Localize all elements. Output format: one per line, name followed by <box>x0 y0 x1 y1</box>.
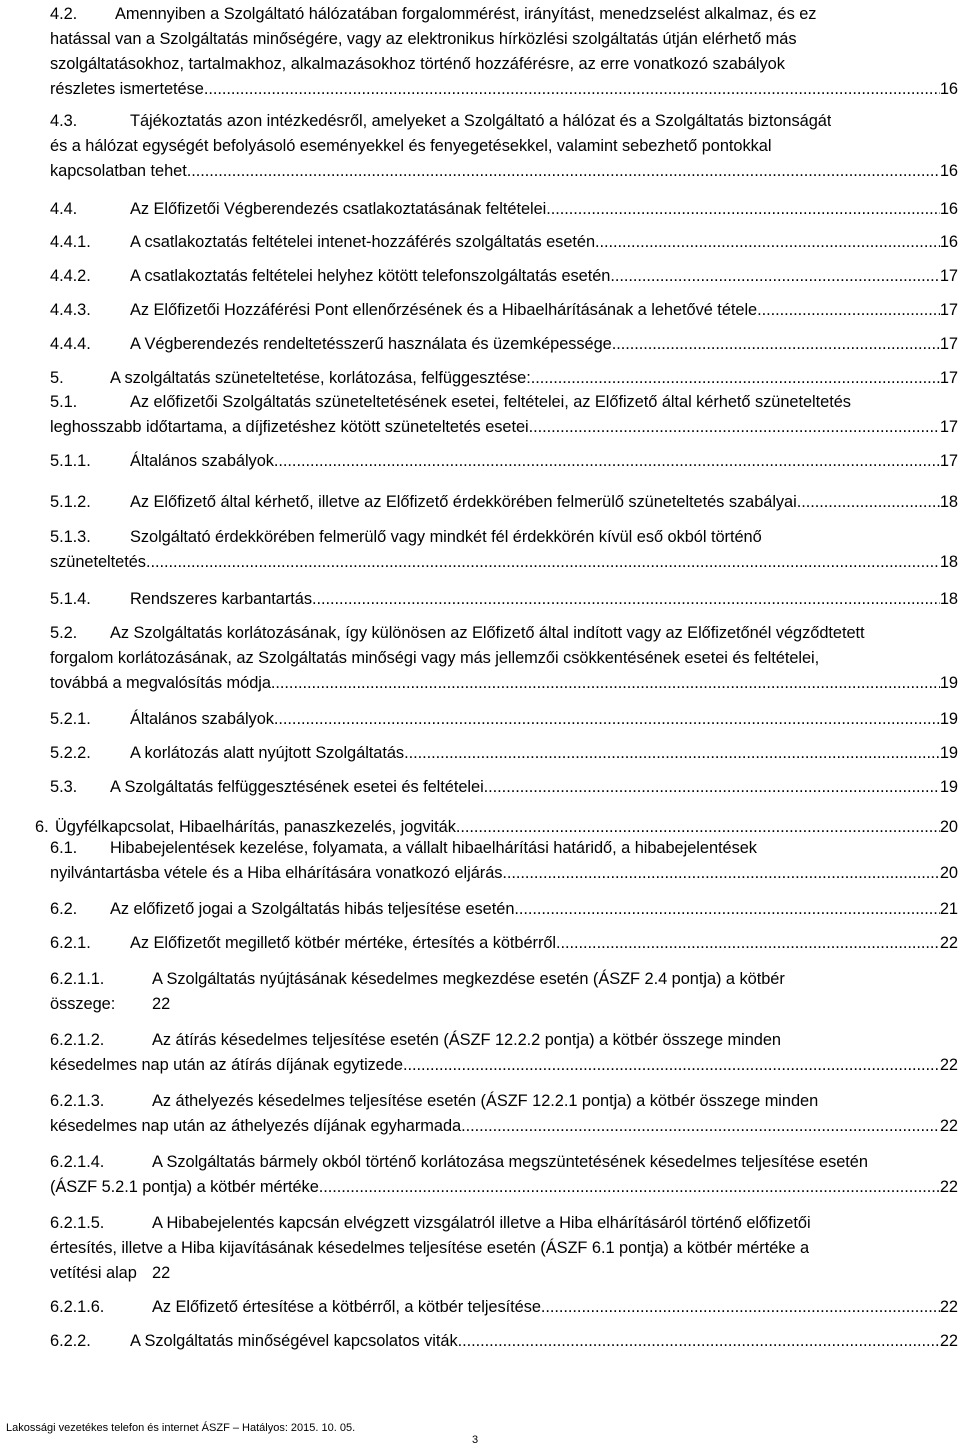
toc-leader-dots <box>797 490 940 514</box>
toc-entry-title: A szolgáltatás szüneteltetése, korlátozása, felfüggesztése: <box>110 369 531 387</box>
toc-entry-title-line: forgalom korlátozásának, az Szolgáltatás minőségi vagy más jellemzői csökkentésének esetei és feltételei, <box>50 649 820 667</box>
toc-entry-title: összege: <box>50 995 116 1013</box>
toc-entry-page: 20 <box>939 864 958 882</box>
toc-entry-number: 5.1.4. <box>50 590 91 608</box>
toc-entry-page: 19 <box>939 744 958 762</box>
toc-leader-dots <box>484 775 940 799</box>
toc-entry-number: 5.3. <box>50 778 78 796</box>
toc-entry[interactable] <box>50 741 958 765</box>
toc-entry-title-line: A Szolgáltatás bármely okból történő korlátozása megszüntetésének késedelmes teljesítése esetén <box>152 1153 868 1171</box>
toc-entry[interactable] <box>50 1150 958 1199</box>
toc-entry-title: Az Előfizető által kérhető, illetve az Előfizető érdekkörében felmerülő szüneteltetés szabályai <box>130 493 797 511</box>
toc-entry[interactable] <box>50 1329 958 1353</box>
toc-entry-number: 5. <box>50 369 64 387</box>
toc-entry[interactable] <box>50 332 958 356</box>
footer-page-number: 3 <box>472 1434 479 1446</box>
toc-entry-page: 22 <box>939 1117 958 1135</box>
toc-entry[interactable] <box>50 836 958 885</box>
toc-entry-title-line: Az előfizetői Szolgáltatás szüneteltetésének esetei, feltételei, az Előfizető által kérhető szüneteltetés <box>130 393 851 411</box>
toc-entry-number: 5.1.2. <box>50 493 91 511</box>
toc-leader-dots <box>531 366 940 390</box>
toc-entry[interactable] <box>50 587 958 611</box>
toc-entry-number: 4.4.2. <box>50 267 91 285</box>
toc-entry-title: továbbá a megvalósítás módja <box>50 674 271 692</box>
toc-entry-number: 4.4.4. <box>50 335 91 353</box>
toc-entry-page: 18 <box>939 493 958 511</box>
toc-entry-title-line: A Szolgáltatás nyújtásának késedelmes megkezdése esetén (ÁSZF 2.4 pontja) a kötbér <box>152 970 785 988</box>
toc-entry-page: 17 <box>939 267 958 285</box>
toc-entry[interactable] <box>50 1295 958 1319</box>
toc-entry[interactable] <box>50 490 958 514</box>
toc-entry-title: Rendszeres karbantartás <box>130 590 312 608</box>
toc-entry[interactable] <box>50 897 958 921</box>
toc-entry-page: 19 <box>939 710 958 728</box>
toc-entry-title-line: Az Szolgáltatás korlátozásának, így különösen az Előfizető által indított vagy az Előfizetőnél végződtetett <box>110 624 865 642</box>
toc-entry-number: 4.4.3. <box>50 301 91 319</box>
toc-entry-page: 18 <box>939 553 958 571</box>
toc-leader-dots <box>757 298 940 322</box>
toc-entry-page: 22 <box>939 1178 958 1196</box>
toc-entry-title: kapcsolatban tehet <box>50 162 187 180</box>
toc-entry-title-line: értesítés, illetve a Hiba kijavításának késedelmes teljesítése esetén (ÁSZF 6.1 pontja) a kötbér mértéke a <box>50 1239 810 1257</box>
toc-entry-page: 18 <box>939 590 958 608</box>
toc-entry-title-line: Hibabejelentések kezelése, folyamata, a vállalt hibaelhárítási határidő, a hibabejelentések <box>110 839 757 857</box>
toc-entry[interactable] <box>50 1028 958 1077</box>
toc-entry-title-line: Tájékoztatás azon intézkedésről, amelyeket a Szolgáltató a hálózat és a Szolgáltatás biztonságát <box>130 112 832 130</box>
toc-entry-number: 6.2.1.5. <box>50 1214 105 1232</box>
toc-leader-dots <box>204 77 940 101</box>
toc-leader-dots <box>274 707 940 731</box>
toc-entry-page: 22 <box>939 1056 958 1074</box>
toc-entry-page: 19 <box>939 674 958 692</box>
toc-entry[interactable] <box>50 197 958 221</box>
toc-entry-title: Ügyfélkapcsolat, Hibaelhárítás, panaszkezelés, jogviták <box>55 818 456 836</box>
toc-entry-page: 16 <box>939 200 958 218</box>
toc-leader-dots <box>610 264 939 288</box>
toc-entry-title: A Végberendezés rendeltetésszerű használata és üzemképessége <box>130 335 612 353</box>
toc-entry-title: Az Előfizetői Hozzáférési Pont ellenőrzésének és a Hibaelhárításának a lehetővé tétele <box>130 301 758 319</box>
toc-leader-dots <box>271 671 940 695</box>
toc-entry-title-line: hatással van a Szolgáltatás minőségére, vagy az elektronikus hírközlési szolgáltatás útján elérhető más <box>50 30 797 48</box>
toc-entry[interactable] <box>50 1211 958 1285</box>
toc-entry-title-line: A Hibabejelentés kapcsán elvégzett vizsgálatról illetve a Hiba elhárításáról történő előfizetői <box>152 1214 811 1232</box>
toc-leader-dots <box>466 1114 940 1138</box>
toc-entry-page: 16 <box>939 80 958 98</box>
toc-entry-number: 5.2. <box>50 624 78 642</box>
toc-entry[interactable] <box>50 621 958 695</box>
toc-entry-page: 19 <box>939 778 958 796</box>
toc-entry[interactable] <box>50 366 958 390</box>
toc-entry-number: 6.2.2. <box>50 1332 91 1350</box>
toc-leader-dots <box>312 587 940 611</box>
toc-entry-title: A Szolgáltatás felfüggesztésének esetei és feltételei <box>110 778 484 796</box>
toc-entry[interactable] <box>50 1089 958 1138</box>
toc-entry-number: 4.3. <box>50 112 78 130</box>
toc-entry-number: 6.2.1.1. <box>50 970 105 988</box>
toc-entry-page: 21 <box>939 900 958 918</box>
toc-entry-number: 5.2.2. <box>50 744 91 762</box>
toc-leader-dots <box>146 550 940 574</box>
toc-entry-title-line: Amennyiben a Szolgáltató hálózatában forgalommérést, irányítást, menedzselést alkalmaz, és ez <box>115 5 817 23</box>
toc-entry-title: késedelmes nap után az áthelyezés díjának egyharmada. <box>50 1117 466 1135</box>
toc-entry-page: 20 <box>939 818 958 836</box>
toc-entry-title: (ÁSZF 5.2.1 pontja) a kötbér mértéke <box>50 1178 319 1196</box>
toc-entry-title: késedelmes nap után az átírás díjának egytizede. <box>50 1056 408 1074</box>
toc-leader-dots <box>408 1053 940 1077</box>
toc-leader-dots <box>541 1295 940 1319</box>
toc-entry-number: 4.2. <box>50 5 78 23</box>
toc-entry[interactable] <box>50 390 958 439</box>
toc-leader-dots <box>319 1175 940 1199</box>
toc-entry-title-line: Az átírás késedelmes teljesítése esetén (ÁSZF 12.2.2 pontja) a kötbér összege minden <box>152 1031 781 1049</box>
toc-leader-dots <box>546 197 940 221</box>
toc-entry-title: A Szolgáltatás minőségével kapcsolatos viták <box>130 1332 458 1350</box>
toc-entry-title: Általános szabályok <box>130 452 274 470</box>
toc-entry-number: 6.2.1.3. <box>50 1092 105 1110</box>
toc-entry-title-line: Szolgáltató érdekkörében felmerülő vagy mindkét fél érdekkörén kívül eső okból történő <box>130 528 762 546</box>
toc-entry-number: 5.1. <box>50 393 78 411</box>
toc-entry-number: 4.4. <box>50 200 78 218</box>
toc-entry-title-line: szolgáltatásokhoz, tartalmakhoz, alkalmazásokhoz történő hozzáférésre, az erre vonatkozó szabályok <box>50 55 785 73</box>
toc-entry-title: Az Előfizető értesítése a kötbérről, a kötbér teljesítése <box>152 1298 541 1316</box>
toc-entry-number: 5.2.1. <box>50 710 91 728</box>
toc-leader-dots <box>404 741 940 765</box>
toc-entry-number: 6.2.1.2. <box>50 1031 105 1049</box>
toc-entry-page: 17 <box>939 335 958 353</box>
toc-entry-title-line: Az áthelyezés késedelmes teljesítése esetén (ÁSZF 12.2.1 pontja) a kötbér összege minden <box>152 1092 819 1110</box>
toc-entry-number: 6.2. <box>50 900 78 918</box>
toc-entry-page: 17 <box>939 452 958 470</box>
toc-entry-page: 16 <box>939 162 958 180</box>
toc-leader-dots <box>612 332 940 356</box>
toc-entry[interactable] <box>50 775 958 799</box>
toc-entry[interactable] <box>50 525 958 574</box>
toc-entry-page: 17 <box>939 418 958 436</box>
toc-entry-number: 6.2.1.4. <box>50 1153 105 1171</box>
toc-entry[interactable] <box>50 109 958 183</box>
toc-entry-page: 22 <box>939 1298 958 1316</box>
toc-entry[interactable] <box>50 298 958 322</box>
toc-entry-page: 22 <box>152 1264 171 1282</box>
toc-entry-number: 6.2.1.6. <box>50 1298 105 1316</box>
toc-entry[interactable] <box>50 967 958 1016</box>
toc-entry-title: nyilvántartásba vétele és a Hiba elhárítására vonatkozó eljárás <box>50 864 503 882</box>
toc-leader-dots <box>274 449 940 473</box>
toc-entry-page: 22 <box>939 934 958 952</box>
toc-entry-title: leghosszabb időtartama, a díjfizetéshez kötött szüneteltetés esetei <box>50 418 529 436</box>
toc-entry-title: A korlátozás alatt nyújtott Szolgáltatás <box>130 744 405 762</box>
toc-entry-number: 5.1.3. <box>50 528 91 546</box>
toc-entry[interactable] <box>50 449 958 473</box>
toc-entry-title-line: és a hálózat egységét befolyásoló eseményekkel és fenyegetésekkel, valamint sebezhető pontokkal <box>50 137 772 155</box>
toc-entry-title: Az előfizető jogai a Szolgáltatás hibás teljesítése esetén <box>110 900 515 918</box>
toc-entry-title: szüneteltetés <box>50 553 146 571</box>
toc-leader-dots <box>458 1329 940 1353</box>
toc-entry[interactable] <box>50 707 958 731</box>
toc-entry-title: A csatlakoztatás feltételei intenet-hozzáférés szolgáltatás esetén <box>130 233 596 251</box>
toc-entry-number: 4.4.1. <box>50 233 91 251</box>
toc-entry-page: 17 <box>939 369 958 387</box>
toc-entry-title: Az Előfizetői Végberendezés csatlakoztatásának feltételei <box>130 200 547 218</box>
toc-entry[interactable] <box>50 2 958 101</box>
toc-entry-number: 5.1.1. <box>50 452 91 470</box>
toc-entry-title: vetítési alap <box>50 1264 137 1282</box>
toc-entry-title: Az Előfizetőt megillető kötbér mértéke, értesítés a kötbérről <box>130 934 557 952</box>
toc-leader-dots <box>502 861 939 885</box>
footer-document-title: Lakossági vezetékes telefon és internet ÁSZF – Hatályos: 2015. 10. 05. <box>6 1422 356 1434</box>
toc-entry[interactable] <box>50 264 958 288</box>
toc-entry-page: 22 <box>939 1332 958 1350</box>
toc-entry-title: részletes ismertetése <box>50 80 204 98</box>
toc-leader-dots <box>556 931 940 955</box>
toc-leader-dots <box>187 159 940 183</box>
toc-entry-number: 6.1. <box>50 839 78 857</box>
toc-entry-page: 16 <box>939 233 958 251</box>
toc-entry[interactable] <box>50 230 958 254</box>
toc-entry-number: 6. <box>35 818 49 836</box>
toc-entry-page: 17 <box>939 301 958 319</box>
toc-entry-number: 6.2.1. <box>50 934 91 952</box>
toc-leader-dots <box>595 230 940 254</box>
toc-leader-dots <box>529 415 940 439</box>
toc-entry-title: A csatlakoztatás feltételei helyhez kötött telefonszolgáltatás esetén <box>130 267 611 285</box>
toc-entry[interactable] <box>50 931 958 955</box>
toc-entry-page: 22 <box>152 995 171 1013</box>
toc-entry-title: Általános szabályok <box>130 710 274 728</box>
toc-leader-dots <box>514 897 939 921</box>
